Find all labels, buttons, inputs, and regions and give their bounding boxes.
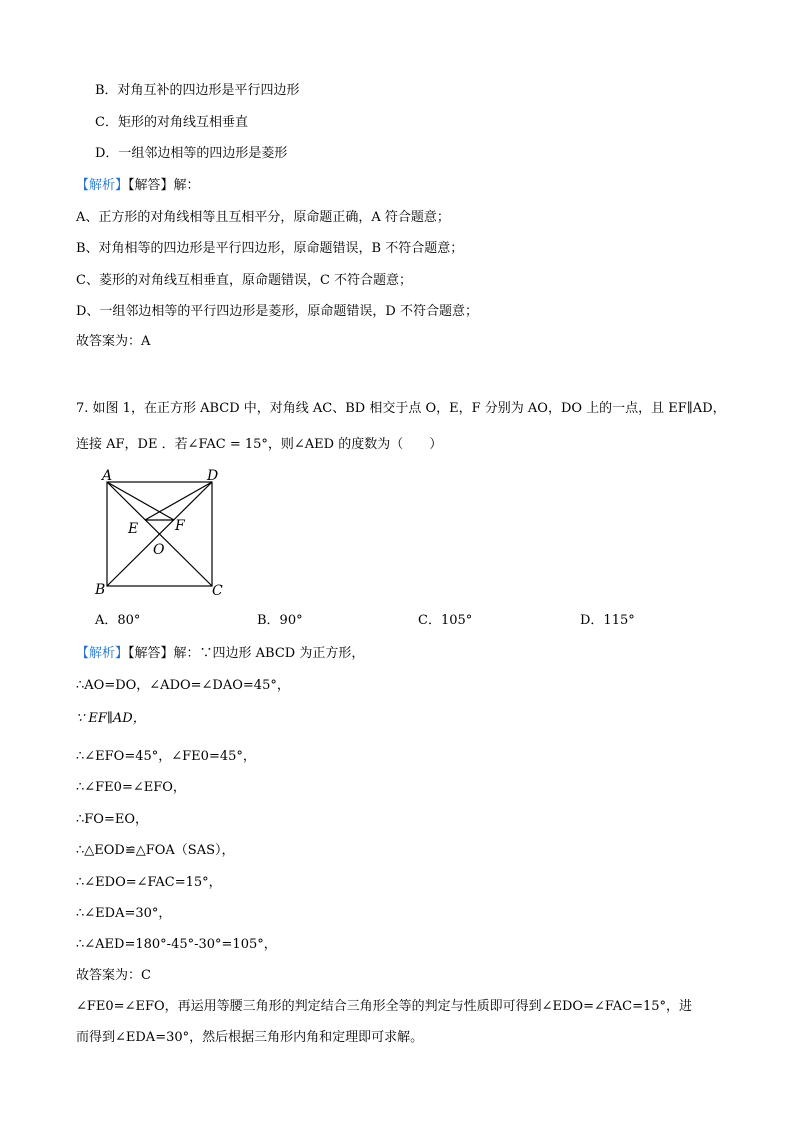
- q7-analysis-line: ∴∠EDA=30°，: [76, 906, 172, 921]
- analysis-head: 【解答】解：∵四边形 ABCD 为正方形，: [128, 646, 365, 661]
- choice-d: D．115°: [580, 613, 635, 628]
- q7-explanation-line1: ∠FE0=∠EFO，再运用等腰三角形的判定结合三角形全等的判定与性质即可得到∠EDO=∠FAC=15°，进: [76, 999, 693, 1014]
- label-d: D: [207, 468, 219, 484]
- prev-analysis-line: A、正方形的对角线相等且互相平分，原命题正确，A 符合题意；: [76, 210, 450, 225]
- q7-stem-line2: 连接 AF，DE ．若∠FAC = 15°，则∠AED 的度数为（ ）: [76, 437, 443, 452]
- prev-answer: 故答案为：A: [76, 334, 151, 349]
- analysis-tag: 【解析】: [76, 178, 129, 193]
- segment-af: [107, 482, 174, 520]
- label-b: B: [95, 582, 106, 598]
- label-e: E: [128, 521, 139, 537]
- q7-explanation-line2: 而得到∠EDA=30°，然后根据三角形内角和定理即可求解。: [76, 1030, 424, 1045]
- q7-analysis-line: ∴∠FE0=∠EFO，: [76, 780, 186, 795]
- choice-c: C．105°: [418, 613, 473, 628]
- choice-a: A．80°: [95, 613, 141, 628]
- prev-analysis-line: D、一组邻边相等的平行四边形是菱形，原命题错误，D 不符合题意；: [76, 304, 478, 319]
- label-a: A: [102, 468, 113, 484]
- analysis-head: 【解答】解：: [128, 178, 200, 193]
- analysis-tag: 【解析】: [76, 646, 129, 661]
- prev-option-b: B．对角互补的四边形是平行四边形: [95, 83, 300, 98]
- prev-option-d: D．一组邻边相等的四边形是菱形: [95, 146, 288, 161]
- q7-analysis-header: [76, 646, 364, 662]
- q7-analysis-line: ∴AO=DO，∠ADO=∠DAO=45°，: [76, 678, 290, 693]
- q7-analysis-line: ∴△EOD≌△FOA（SAS），: [76, 843, 235, 858]
- prev-analysis-line: C、菱形的对角线互相垂直，原命题错误，C 不符合题意；: [76, 273, 413, 288]
- label-c: C: [212, 583, 223, 599]
- q7-analysis-line: ∵ EF∥AD，: [76, 711, 146, 726]
- segment-de: [145, 482, 212, 520]
- geometry-figure: [90, 466, 240, 606]
- prev-option-c: C．矩形的对角线互相垂直: [95, 115, 248, 130]
- choice-b: B．90°: [257, 613, 303, 628]
- q7-stem-line1: 7. 如图 1，在正方形 ABCD 中，对角线 AC、BD 相交于点 O，E，F 分别为 AO，DO 上的一点，且 EF∥AD，: [76, 401, 726, 416]
- q7-answer: 故答案为：C: [76, 968, 151, 983]
- q7-analysis-line: ∴FO=EO，: [76, 812, 148, 827]
- prev-analysis-header: [76, 178, 200, 194]
- label-f: F: [175, 518, 185, 534]
- q7-analysis-line: ∴∠EDO=∠FAC=15°，: [76, 875, 222, 890]
- q7-analysis-line: ∴∠AED=180°-45°-30°=105°，: [76, 937, 277, 952]
- prev-analysis-line: B、对角相等的四边形是平行四边形，原命题错误，B 不符合题意；: [76, 241, 464, 256]
- q7-analysis-line: ∴∠EFO=45°，∠FE0=45°，: [76, 749, 256, 764]
- label-o: O: [153, 542, 165, 558]
